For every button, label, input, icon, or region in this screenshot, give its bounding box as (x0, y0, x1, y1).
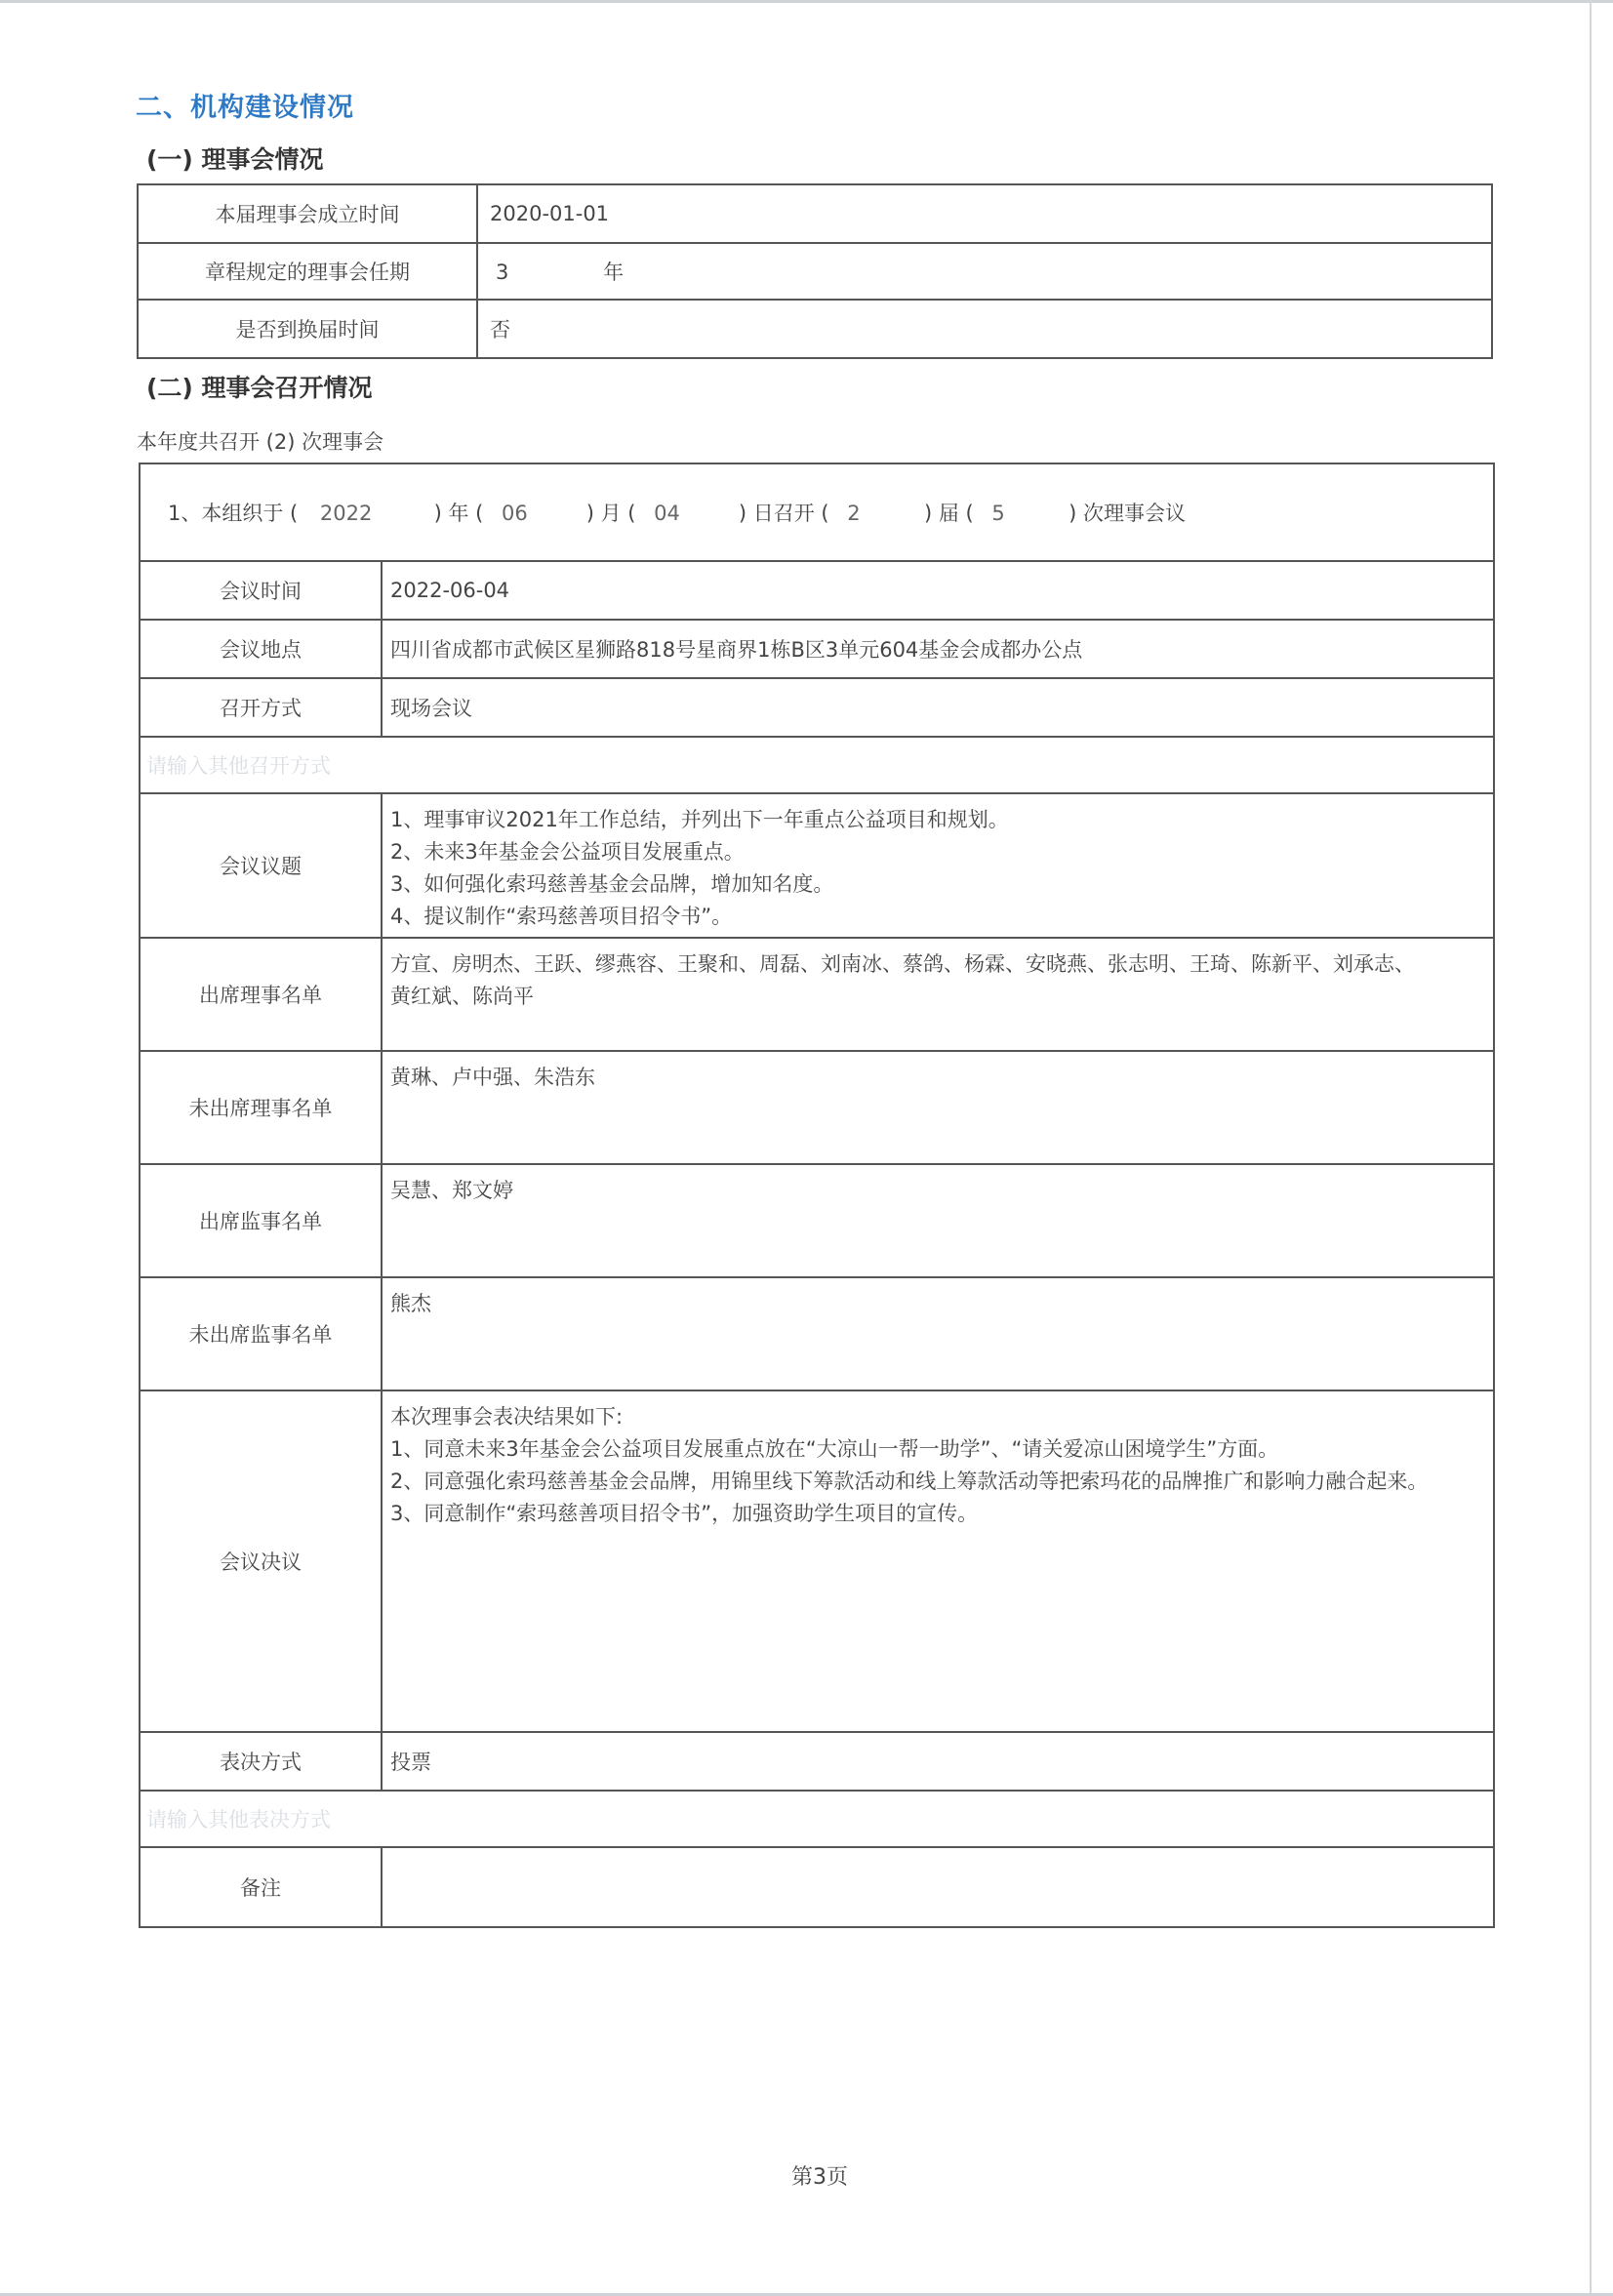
established-date-label: 本届理事会成立时间 (138, 184, 477, 243)
term-value (477, 243, 1492, 300)
table-row (140, 1051, 1494, 1164)
meeting-session: 2 (847, 502, 861, 525)
remark-value[interactable] (382, 1847, 1494, 1927)
other-vote-field[interactable]: 请输入其他表决方式 (140, 1791, 1494, 1847)
meeting-method-value: 现场会议 (382, 678, 1494, 737)
page-edge (0, 0, 1613, 3)
resolution-value (382, 1390, 1494, 1732)
section-title: 二、机构建设情况 (136, 93, 354, 123)
agenda-item: 4、提议制作“索玛慈善项目招令书”。 (390, 905, 733, 928)
agenda-value (382, 793, 1494, 938)
absent-supervisors-value: 熊杰 (382, 1277, 1494, 1390)
meetings-summary: 本年度共召开 (2) 次理事会 (137, 430, 384, 454)
meeting-header-line (168, 498, 1493, 527)
table-row (138, 300, 1492, 358)
resolution-line: 本次理事会表决结果如下: (390, 1405, 624, 1429)
table-row (140, 1847, 1494, 1927)
table-row (138, 184, 1492, 243)
header-prefix: 1、本组织于 ( (168, 502, 299, 525)
attending-directors-label: 出席理事名单 (140, 938, 382, 1051)
meeting-location-label: 会议地点 (140, 620, 382, 678)
attending-directors-value (382, 938, 1494, 1051)
table-row (140, 1791, 1494, 1847)
table-row (140, 678, 1494, 737)
resolution-label: 会议决议 (140, 1390, 382, 1732)
meetings-title: (二) 理事会召开情况 (146, 374, 373, 402)
established-date-value: 2020-01-01 (477, 184, 1492, 243)
remark-label: 备注 (140, 1847, 382, 1927)
meeting-year: 2022 (319, 502, 373, 525)
header-count-suffix: ) 次理事会议 (1069, 502, 1186, 525)
agenda-item: 3、如何强化索玛慈善基金会品牌，增加知名度。 (390, 872, 834, 896)
header-month-suffix: ) 月 ( (585, 502, 636, 525)
header-year-suffix: ) 年 ( (433, 502, 484, 525)
other-method-field[interactable]: 请输入其他召开方式 (140, 737, 1494, 793)
table-row (140, 620, 1494, 678)
absent-directors-value: 黄琳、卢中强、朱浩东 (382, 1051, 1494, 1164)
page-edge (1590, 0, 1592, 2296)
board-info-table (137, 183, 1493, 359)
table-row (140, 463, 1494, 561)
resolution-line: 1、同意未来3年基金会公益项目发展重点放在“大凉山一帮一助学”、“请关爱凉山困境学生”方面。 (390, 1437, 1279, 1461)
term-unit: 年 (603, 261, 625, 284)
table-row (140, 1277, 1494, 1390)
meeting-table (139, 463, 1495, 1928)
resolution-line: 3、同意制作“索玛慈善项目招令书”，加强资助学生项目的宣传。 (390, 1502, 979, 1525)
table-row (138, 243, 1492, 300)
meeting-count: 5 (991, 502, 1005, 525)
table-row (140, 737, 1494, 793)
table-row (140, 1732, 1494, 1791)
table-row (140, 1390, 1494, 1732)
table-row (140, 938, 1494, 1051)
absent-supervisors-label: 未出席监事名单 (140, 1277, 382, 1390)
agenda-item: 1、理事审议2021年工作总结，并列出下一年重点公益项目和规划。 (390, 808, 1009, 831)
table-row (140, 793, 1494, 938)
table-row (140, 561, 1494, 620)
vote-method-label: 表决方式 (140, 1732, 382, 1791)
meeting-location-value: 四川省成都市武候区星狮路818号星商界1栋B区3单元604基金会成都办公点 (382, 620, 1494, 678)
meeting-method-label: 召开方式 (140, 678, 382, 737)
meeting-month: 06 (502, 502, 528, 525)
meeting-time-label: 会议时间 (140, 561, 382, 620)
header-day-suffix: ) 日召开 ( (738, 502, 829, 525)
agenda-label: 会议议题 (140, 793, 382, 938)
attending-supervisors-value: 吴慧、郑文婷 (382, 1164, 1494, 1277)
attending-supervisors-label: 出席监事名单 (140, 1164, 382, 1277)
absent-directors-label: 未出席理事名单 (140, 1051, 382, 1164)
term-label: 章程规定的理事会任期 (138, 243, 477, 300)
term-due-label: 是否到换届时间 (138, 300, 477, 358)
table-row (140, 1164, 1494, 1277)
term-due-value: 否 (477, 300, 1492, 358)
vote-method-value: 投票 (382, 1732, 1494, 1791)
resolution-line: 2、同意强化索玛慈善基金会品牌，用锦里线下筹款活动和线上筹款活动等把索玛花的品牌推广和影响力融合起来。 (390, 1470, 1429, 1493)
term-number: 3 (496, 261, 509, 284)
meeting-time-value: 2022-06-04 (382, 561, 1494, 620)
attending-directors-line: 方宣、房明杰、王跃、缪燕容、王聚和、周磊、刘南冰、蔡鸽、杨霖、安晓燕、张志明、王琦、陈新平、刘承志、 (390, 952, 1415, 976)
meeting-day: 04 (654, 502, 680, 525)
page-number: 第3页 (791, 2165, 848, 2190)
meeting-header (140, 463, 1494, 561)
board-info-title: (一) 理事会情况 (146, 145, 324, 174)
agenda-item: 2、未来3年基金会公益项目发展重点。 (390, 840, 745, 864)
header-session-suffix: ) 届 ( (923, 502, 974, 525)
attending-directors-line: 黄红斌、陈尚平 (390, 985, 534, 1008)
